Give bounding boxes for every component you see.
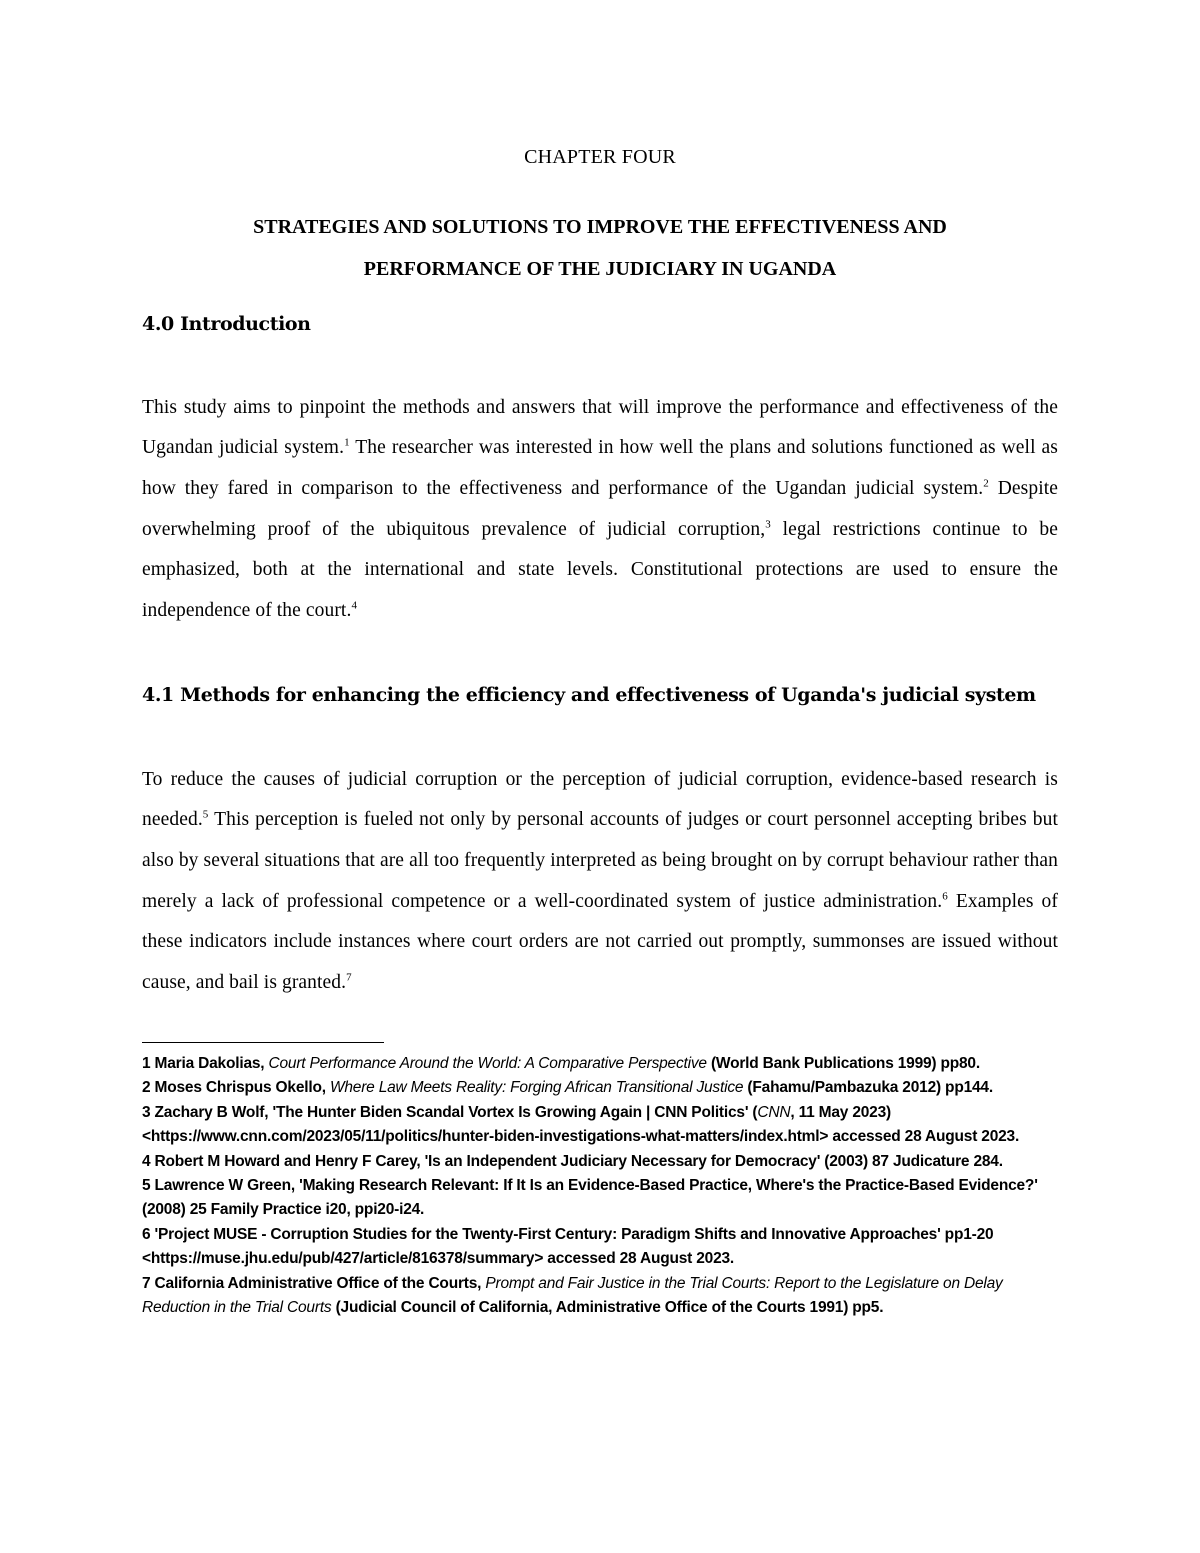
footnote-5: 5 Lawrence W Green, 'Making Research Relevant: If It Is an Evidence-Based Practice, Where's the Practice-Based Evidence?' (2008) 25 Family Practice i20, ppi20-i24. [142, 1177, 1038, 1219]
subtitle-line-2: PERFORMANCE OF THE JUDICIARY IN UGANDA [363, 258, 837, 280]
chapter-title: CHAPTER FOUR [524, 146, 676, 168]
footnote-2: 2 Moses Chrispus Okello, Where Law Meets Reality: Forging African Transitional Justice (Fahamu/Pambazuka 2012) pp144. [142, 1079, 993, 1097]
section-heading-methods: 4.1 Methods for enhancing the efficiency and effectiveness of Uganda's judicial system [142, 684, 1036, 706]
text-segment: To reduce the causes of judicial corruption or the perception of judicial corruption, evidence-based research is needed. [142, 768, 1058, 831]
text-segment: The researcher was interested in how well the plans and solutions functioned as well as how they fared in comparison to the effectiveness and performance of the Ugandan judicial system. [142, 437, 1058, 499]
footnote-ref[interactable]: 3 [765, 518, 771, 531]
section-heading-introduction: 4.0 Introduction [142, 313, 311, 335]
text-segment: legal restrictions continue to be emphasized, both at the international and state levels. Constitutional protections are used to ensure the independence of the court. [142, 518, 1058, 622]
footnote-6: 6 'Project MUSE - Corruption Studies for the Twenty-First Century: Paradigm Shifts and Innovative Approaches' pp1-20 <https://muse.jhu.edu/pub/427/article/816378/summary> accessed 28 August 2023. [142, 1225, 994, 1268]
footnote-ref[interactable]: 2 [983, 477, 989, 490]
paragraph-methods [142, 760, 1058, 1004]
footnote-7: 7 California Administrative Office of the Courts, Prompt and Fair Justice in the Trial Courts: Report to the Legislature on Delay Reduction in the Trial Courts (Judicial Council of California, Administrative Office of the Courts 1991) pp5. [142, 1274, 1003, 1317]
paragraph-introduction [142, 388, 1058, 632]
footnotes [142, 1052, 1062, 1320]
footnote-1: 1 Maria Dakolias, Court Performance Around the World: A Comparative Perspective (World Bank Publications 1999) pp80. [142, 1055, 980, 1072]
footnote-ref[interactable]: 6 [942, 890, 948, 903]
footnote-ref[interactable]: 4 [351, 599, 358, 612]
chapter-subtitle [150, 206, 1050, 290]
footnote-ref[interactable]: 7 [346, 971, 352, 984]
subtitle-line-1: STRATEGIES AND SOLUTIONS TO IMPROVE THE EFFECTIVENESS AND [253, 216, 947, 238]
text-segment: This study aims to pinpoint the methods and answers that will improve the performance and effectiveness of the Ugandan judicial system. [142, 396, 1058, 459]
footnote-3: 3 Zachary B Wolf, 'The Hunter Biden Scandal Vortex Is Growing Again | CNN Politics' (CNN, 11 May 2023) <https://www.cnn.com/2023/05/11/politics/hunter-biden-investigations-what-matters/index.html> accessed 28 August 2023. [142, 1103, 1020, 1146]
footnote-4: 4 Robert M Howard and Henry F Carey, 'Is an Independent Judiciary Necessary for Democracy' (2003) 87 Judicature 284. [142, 1152, 1003, 1170]
footnote-ref[interactable]: 1 [344, 436, 350, 449]
footnote-ref[interactable]: 5 [202, 808, 209, 821]
text-segment: Examples of these indicators include instances where court orders are not carried out promptly, summonses are issued without cause, and bail is granted. [142, 890, 1058, 994]
footnote-separator [142, 1042, 384, 1043]
text-segment: This perception is fueled not only by personal accounts of judges or court personnel accepting bribes but also by several situations that are all too frequently interpreted as being brought on by corrupt behaviour rather than merely a lack of professional competence or a well-coordinated system of justice administration. [142, 809, 1058, 912]
text-segment: Despite overwhelming proof of the ubiquitous prevalence of judicial corruption, [142, 477, 1058, 540]
